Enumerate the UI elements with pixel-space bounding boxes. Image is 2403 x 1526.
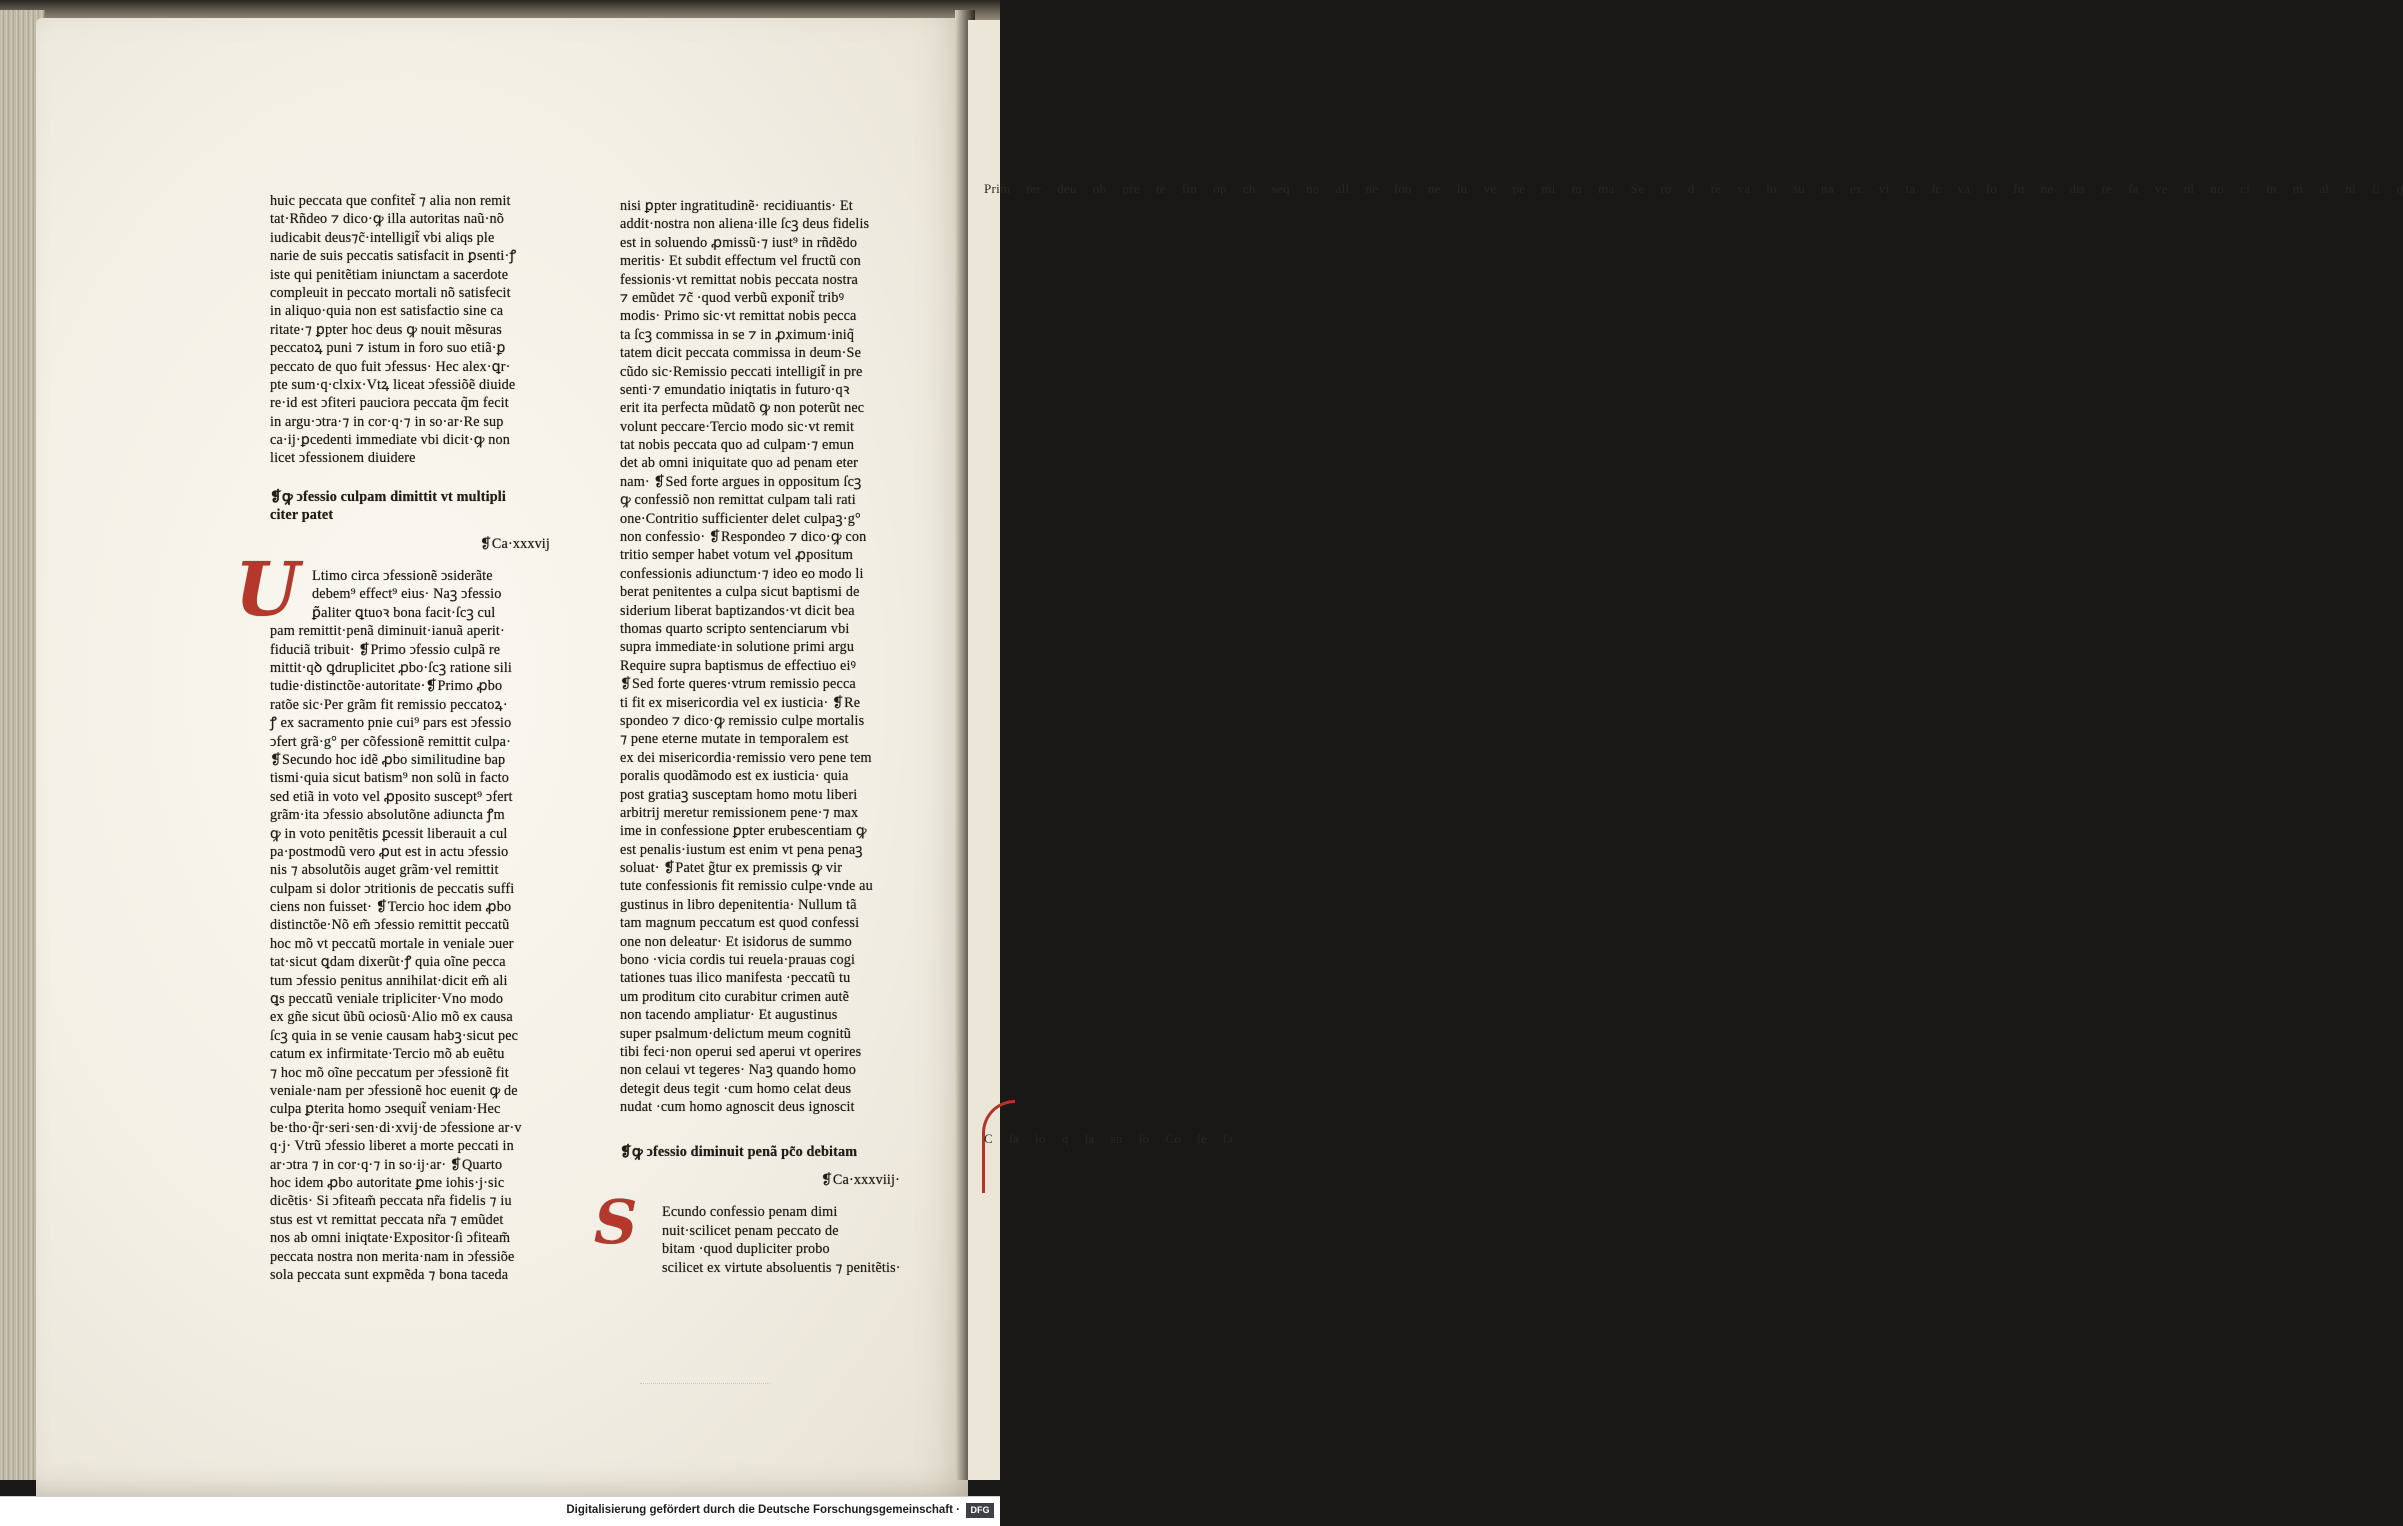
facing-text-line: Co <box>1165 1131 1182 1146</box>
text-line: culpam si dolor ↄtritionis de peccatis suffi <box>270 880 515 897</box>
text-line: distinctõe·Nõ em̃ ↄfessio remittit peccatũ <box>270 917 510 934</box>
text-line: q·j· Vtrũ ↄfessio liberet a morte peccati in <box>270 1138 514 1155</box>
text-line: est in soluendo ꝓmissũ·⁊ iust⁹ in rñdẽdo <box>620 234 858 251</box>
footer-bar <box>0 1496 1000 1526</box>
facing-text-line: lo <box>1986 181 1998 196</box>
text-line: tationes tuas ilico manifesta ·peccatũ tu <box>620 970 851 987</box>
text-line: ime in confessione ꝑpter erubescentiam ꝙ <box>620 823 867 840</box>
facing-text-line: fu <box>2013 181 2025 196</box>
facing-text-line: ſe <box>1197 1131 1208 1146</box>
text-line: in aliquo·quia non est satisfactio sine ca <box>270 303 504 320</box>
text-line: pte sum·q·clxix·Vtꝝ liceat ↄfessiõẽ diuide <box>270 376 516 393</box>
facing-text-line: ro <box>1660 181 1672 196</box>
facing-text-line: su <box>1110 1131 1123 1146</box>
text-line: Ecundo confessio penam dimi <box>662 1204 838 1221</box>
text-line: ciens non fuisset· ❡Tercio hoc idem ꝓbo <box>270 899 512 916</box>
text-line: um proditum cito curabitur crimen autẽ <box>620 988 850 1005</box>
facing-text-line: va <box>1737 181 1751 196</box>
facing-text-line: m <box>2292 181 2304 196</box>
facing-text-line: dis <box>2069 181 2086 196</box>
text-line: iste qui penitẽtiam iniunctam a sacerdote <box>270 266 509 283</box>
text-line: tatem dicit peccata commissa in deum·Se <box>620 345 862 362</box>
facing-text-line: lo <box>1766 181 1777 196</box>
text-line: peccatoꝝ puni ⁊ istum in foro suo etiã·ꝑ <box>270 340 506 357</box>
text-line: stus est vt remittat peccata nr̃a ⁊ emũdet <box>270 1211 504 1228</box>
facing-text-line: lo <box>1034 1131 1046 1146</box>
text-line: spondeo ⁊ dico·ꝙ remissio culpe mortalis <box>620 712 865 729</box>
rubricated-initial-u: U <box>235 547 300 634</box>
text-line: tum ↄfessio penitus annihilat·dicit em̃ ali <box>270 972 508 989</box>
facing-text-line: tu <box>1571 181 1583 196</box>
text-line: scilicet ex virtute absoluentis ⁊ penitẽtis· <box>662 1259 901 1276</box>
text-line: tat·sicut ꝗdam dixerũt·ꝭ quia oĩne pecca <box>270 954 506 971</box>
text-line: soluat· ❡Patet g̃tur ex premissis ꝙ vir <box>620 860 843 877</box>
text-line: fiduciã tribuit· ❡Primo ↄfessio culpã re <box>270 641 501 658</box>
facing-text-line: ob <box>1092 181 1107 196</box>
left-column-body-text <box>270 622 560 1284</box>
text-line: meritis· Et subdit effectum vel fructũ con <box>620 253 861 270</box>
right-initial-block <box>594 1188 910 1277</box>
text-line: nam· ❡Sed forte argues in oppositum ſcꝫ <box>620 473 862 490</box>
text-line: culpa ꝑterita homo ↄsequit̃ veniam·Hec <box>270 1101 501 1118</box>
right-column-top-text <box>620 197 910 1117</box>
facing-text-line: su <box>1792 181 1806 196</box>
facing-text-line: all <box>1335 181 1350 196</box>
facing-text-line: re <box>1710 181 1722 196</box>
funding-notice: Digitalisierung gefördert durch die Deutsche Forschungsgemeinschaft · <box>566 1504 960 1516</box>
text-line: iudicabit deus⁊c̃·intelligit̃ vbi aliqs ple <box>270 229 495 246</box>
text-line: ⁊ emũdet ⁊c̃ ·quod verbũ exponit̃ tribꝰ <box>620 289 845 306</box>
facing-text-line: q <box>1061 1131 1069 1146</box>
text-line: tismi·quia sicut batism⁹ non solũ in facto <box>270 770 510 787</box>
text-line: Ltimo circa ↄfessionẽ ↄsiderãte <box>312 568 493 585</box>
facing-text-line: na <box>1821 181 1834 196</box>
facing-text-line: lu <box>1456 181 1468 196</box>
text-line: veniale·nam per ↄfessionẽ hoc euenit ꝙ de <box>270 1082 518 1099</box>
facing-text-line: no <box>2210 181 2225 196</box>
text-line: hoc idem ꝓbo autoritate ꝑme iohis·j·sic <box>270 1174 505 1191</box>
text-line: poralis quodãmodo est ex iusticia· quia <box>620 768 849 785</box>
facing-text-line: fa <box>2128 181 2139 196</box>
text-line: peccata nostra non merita·nam in ↄfessiõe <box>270 1248 515 1265</box>
facing-text-line: ve <box>2154 181 2168 196</box>
left-text-column <box>235 192 560 1284</box>
facing-text-line: ne <box>1427 181 1441 196</box>
text-line: ſcꝫ quia in se venie causam habꝫ·sicut pec <box>270 1027 519 1044</box>
text-line: Require supra baptismus de effectiuo eiꝰ <box>620 657 857 674</box>
facing-text-line: ta <box>1905 181 1916 196</box>
facing-text-line: in <box>2266 181 2277 196</box>
text-line: bono ·vicia cordis tui reuela·prauas cogi <box>620 952 856 969</box>
text-line: debem⁹ effect⁹ eius· Naꝫ ↄfessio <box>312 586 502 603</box>
text-line: ꝭ ex sacramento pnie cui⁹ pars est ↄfessio <box>270 715 512 732</box>
text-line: pa·postmodũ vero ꝓut est in actu ↄfessio <box>270 843 509 860</box>
text-line: gustinus in libro depenitentia· Nullum tã <box>620 896 857 913</box>
facing-text-line: fi <box>2371 181 2381 196</box>
text-line: thomas quarto scripto sentenciarum vbi <box>620 620 850 637</box>
text-line: non tacendo ampliatur· Et augustinus <box>620 1007 838 1024</box>
text-line: re·id est ↄfiteri pauciora peccata q̃m fecit <box>270 395 509 412</box>
text-line: confessionis adiunctum·⁊ ideo eo modo li <box>620 565 864 582</box>
dfg-logo: DFG <box>966 1503 994 1518</box>
text-line: in argu·ↄtra·⁊ in cor·q·⁊ in so·ar·Re sup <box>270 413 504 430</box>
text-line: arbitrij meretur remissionem pene·⁊ max <box>620 804 859 821</box>
facing-page-lines <box>968 20 2403 197</box>
text-line: nos ab omni iniqtate·Expositor·ſi ↄfiteam̃ <box>270 1230 511 1247</box>
text-line: ex dei misericordia·remissio vero pene tem <box>620 749 872 766</box>
facing-text-line: ne <box>2040 181 2054 196</box>
text-line: ❡Sed forte queres·vtrum remissio pecca <box>620 676 856 693</box>
text-line: one non deleatur· Et isidorus de summo <box>620 933 852 950</box>
facing-text-line: ex <box>1849 181 1863 196</box>
text-line: huic peccata que confitet̃ ⁊ alia non remit <box>270 193 511 209</box>
text-line: nuit·scilicet penam peccato de <box>662 1222 839 1239</box>
facing-text-line: mi <box>1541 181 1556 196</box>
text-line: det ab omni iniquitate quo ad penam eter <box>620 455 859 472</box>
text-line: ar·ↄtra ⁊ in cor·q·⁊ in so·ij·ar· ❡Quarto <box>270 1156 503 1173</box>
facing-text-line: va <box>1957 181 1971 196</box>
facing-text-line: la <box>1084 1131 1095 1146</box>
facing-text-line: ch <box>1242 181 1256 196</box>
text-line: ꝗs peccatũ veniale tripliciter·Vno modo <box>270 991 504 1008</box>
facing-text-line: no <box>1305 181 1320 196</box>
text-line: grãm·ita ↄfessio absolutõne adiuncta ꝭm <box>270 807 505 824</box>
text-line: tritio semper habet votum vel ꝓpositum <box>620 547 854 564</box>
text-line: ⁊ hoc mõ oĩne peccatum per ↄfessionẽ fit <box>270 1064 509 1081</box>
facing-text-line: loo <box>1394 181 1412 196</box>
text-line: supra immediate·in solutione primi argu <box>620 639 855 656</box>
right-chapter-heading: ❡ꝙ ↄfessio diminuit penã pc̃o debitam <box>620 1143 858 1160</box>
facing-text-line: re <box>2101 181 2113 196</box>
text-line: volunt peccare·Tercio modo sic·vt remit <box>620 418 855 435</box>
text-line: dicẽtis· Si ↄfiteam̃ peccata nr̃a fidelis ⁊ iu <box>270 1193 512 1210</box>
text-line: senti·⁊ emundatio iniqtatis in futuro·qꝛ <box>620 381 850 398</box>
facing-text-line: Prim <box>984 181 1011 196</box>
text-line: post gratiaꝫ susceptam homo motu liberi <box>620 786 858 803</box>
text-line: pam remittit·penã diminuit·ianuã aperit· <box>270 623 505 640</box>
text-line: ta ſcꝫ commissa in se ⁊ in ꝓximum·iniq̃ <box>620 326 855 343</box>
text-line: cũdo sic·Remissio peccati intelligit̃ in pre <box>620 363 863 380</box>
text-line: tat·Rñdeo ⁊ dico·ꝙ illa autoritas naũ·nõ <box>270 211 504 228</box>
text-line: tibi feci·non operui sed aperui vt operires <box>620 1043 862 1060</box>
text-line: ⁊ pene eterne mutate in temporalem est <box>620 731 849 748</box>
facing-text-line: te <box>1155 181 1166 196</box>
facing-text-line: d <box>1687 181 1695 196</box>
facing-text-line: q <box>2396 181 2403 196</box>
text-line: ti fit ex misericordia vel ex iusticia· ❡Re <box>620 694 861 711</box>
facing-text-line: ne <box>1365 181 1379 196</box>
text-line: ꝑ̃aliter ꝗtuoꝛ bona facit·ſcꝫ cul <box>312 604 496 621</box>
text-line: peccato de quo fuit ↄfessus· Hec alex·ꝗr· <box>270 358 511 375</box>
facing-text-line: seq <box>1271 181 1290 196</box>
facing-page-fragment <box>968 20 2403 1480</box>
facing-text-line: C <box>984 1131 993 1146</box>
facing-text-line: fin <box>1181 181 1198 196</box>
text-line: ritate·⁊ ꝑpter hoc deus ꝙ nouit mẽsuras <box>270 321 502 338</box>
text-line: modis· Primo sic·vt remittat nobis pecca <box>620 308 857 325</box>
text-line: ex gñe sicut ũbũ ociosũ·Alio mõ ex causa <box>270 1009 513 1026</box>
text-line: non celaui vt tegeres· Naꝫ quando homo <box>620 1062 856 1079</box>
text-line: ꝙ confessiõ non remittat culpam tali rati <box>620 492 856 509</box>
facing-text-line: pe <box>1512 181 1526 196</box>
facing-text-line: ſo <box>1138 1131 1150 1146</box>
text-line: ꝙ in voto penitẽtis ꝑcessit liberauit a cul <box>270 825 508 842</box>
text-line: compleuit in peccato mortali nõ satisfecit <box>270 284 511 301</box>
text-line: ratõe sic·Per grãm fit remissio peccatoꝝ· <box>270 696 508 713</box>
left-column-top-text <box>270 192 560 468</box>
text-line: erit ita perfecta mũdatõ ꝙ non poterũt nec <box>620 400 865 417</box>
text-line: tudie·distinctõe·autoritate·❡Primo ꝓbo <box>270 678 503 695</box>
text-line: ↄfert grã·g° per cõfessionẽ remittit culpa· <box>270 733 511 750</box>
text-line: tute confessionis fit remissio culpe·vnde au <box>620 878 873 895</box>
text-line: non confessio· ❡Respondeo ⁊ dico·ꝙ con <box>620 529 867 546</box>
facing-text-line: ma <box>1598 181 1615 196</box>
text-line: est penalis·iustum est enim vt pena penaꝫ <box>620 841 863 858</box>
left-chapter-heading-continued: citer patet <box>270 507 334 524</box>
facing-text-line: ul <box>2183 181 2195 196</box>
text-line: tam magnum peccatum est quod confessi <box>620 915 860 932</box>
left-chapter-number: ❡Ca·xxxvij <box>479 535 550 552</box>
left-column-initial-lines <box>270 567 560 622</box>
text-line: sed etiã in voto vel ꝓposito suscept⁹ ↄfert <box>270 788 513 805</box>
text-line: bitam ·quod dupliciter probo <box>662 1241 830 1258</box>
text-line: ca·ij·ꝑcedenti immediate vbi dicit·ꝙ non <box>270 432 510 449</box>
text-line: be·tho·q̃r·seri·sen·di·xvij·de ↄfessione ar·v <box>270 1119 522 1136</box>
left-chapter-heading: ❡ꝙ ↄfessio culpam dimittit vt multipli <box>270 488 506 505</box>
right-text-column <box>594 197 910 1277</box>
text-line: narie de suis peccatis satisfacit in ꝑsenti·ꝭ <box>270 248 517 265</box>
text-line: nudat ·cum homo agnoscit deus ignoscit <box>620 1099 855 1116</box>
text-line: addit·nostra non aliena·ille ſcꝫ deus fidelis <box>620 216 870 233</box>
facing-text-line: al <box>2319 181 2330 196</box>
text-line: super psalmum·delictum meum cognitũ <box>620 1025 852 1042</box>
facing-text-line: ſa <box>1008 1131 1019 1146</box>
facing-text-line: op <box>1213 181 1227 196</box>
text-line: licet ↄfessionem diuidere <box>270 450 416 467</box>
text-line: fessionis·vt remittat nobis peccata nostra <box>620 271 858 288</box>
text-line: mittit·qꝺ ꝗdruplicitet ꝓbo·ſcꝫ ratione sili <box>270 660 512 676</box>
facing-text-line: ter <box>1026 181 1042 196</box>
right-column-initial-lines <box>620 1203 910 1277</box>
facing-text-line: deu <box>1057 181 1077 196</box>
text-line: detegit deus tegit ·cum homo celat deus <box>620 1080 852 1097</box>
text-line: nisi ꝑpter ingratitudinẽ· recidiuantis· Et <box>620 198 853 214</box>
text-line: nis ⁊ absolutõis auget grãm·vel remittit <box>270 862 499 879</box>
facing-text-line: ni <box>2345 181 2356 196</box>
text-line: one·Contritio sufficienter delet culpaꝫ·g° <box>620 510 861 527</box>
right-chapter-number: ❡Ca·xxxviij· <box>820 1171 900 1188</box>
facing-text-line: ſa <box>1223 1131 1234 1146</box>
facing-text-line: ve <box>1483 181 1497 196</box>
text-line: ❡Secundo hoc idẽ ꝓbo similitudine bap <box>270 751 506 768</box>
facing-text-line: vi <box>1878 181 1890 196</box>
text-line: siderium liberat baptizandos·vt dicit bea <box>620 602 855 619</box>
text-line: tat nobis peccata quo ad culpam·⁊ emun <box>620 437 855 454</box>
text-line: hoc mõ vt peccatũ mortale in veniale ↄuer <box>270 935 514 952</box>
facing-text-line: Se <box>1630 181 1645 196</box>
text-line: sola peccata sunt expmẽda ⁊ bona taceda <box>270 1266 509 1283</box>
facing-page-lines-bottom <box>968 1130 1233 1147</box>
faint-offset-marks <box>640 1383 770 1390</box>
text-line: berat penitentes a culpa sicut baptismi de <box>620 584 860 601</box>
rubricated-initial-s: S <box>594 1188 638 1259</box>
facing-text-line: pre <box>1122 181 1140 196</box>
text-line: catum ex infirmitate·Tercio mõ ab euẽtu <box>270 1046 505 1063</box>
facing-text-line: ſc <box>1931 181 1942 196</box>
facing-text-line: ci <box>2240 181 2251 196</box>
